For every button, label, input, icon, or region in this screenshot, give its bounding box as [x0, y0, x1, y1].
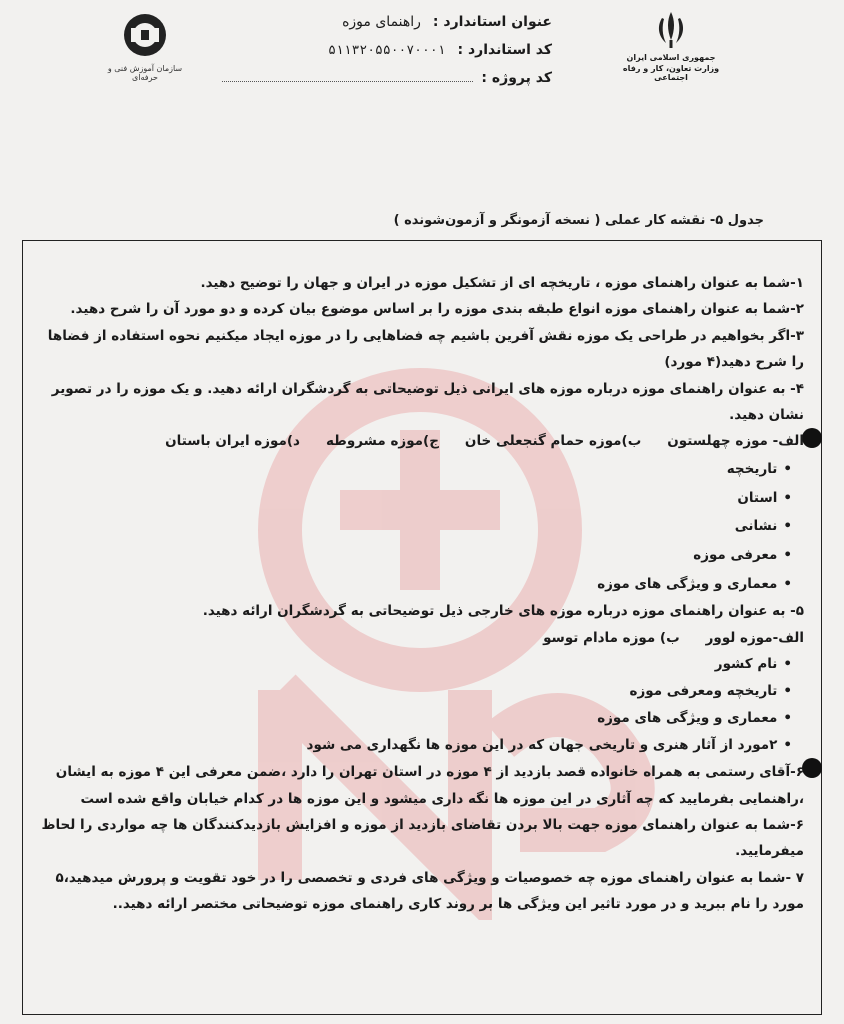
list-item: • استان — [38, 484, 792, 513]
question-1: ۱-شما به عنوان راهنمای موزه ، تاریخچه ای از تشکیل موزه در ایران و جهان را توضیح دهید. — [200, 275, 804, 291]
q4-option: ج)موزه مشروطه — [325, 433, 439, 450]
question-7: ۷ -شما به عنوان راهنمای موزه چه خصوصیات و ویژگی های فردی و تخصصی را در خود تقویت و پرورش میدهید،۵ مورد را نام ببرید و در مورد تاثیر این ویژگی ها بر روند کاری راهنمای موزه توضیحاتی مختصر ارائه دهید.. — [55, 869, 804, 913]
organization-logo — [100, 12, 190, 82]
q5-option: الف-موزه لوور — [705, 629, 804, 646]
project-code-label: کد پروژه : — [481, 70, 552, 86]
list-item: • تاریخچه — [38, 455, 792, 484]
ministry-logo — [616, 10, 726, 82]
standard-title-row — [222, 14, 552, 42]
q4-option: الف- موزه چهلستون — [667, 433, 804, 450]
list-item: • نشانی — [38, 512, 792, 541]
ministry-line2: وزارت تعاون، کار و رفاه اجتماعی — [622, 64, 720, 82]
question-5-options — [38, 625, 804, 651]
project-code-row — [222, 70, 552, 98]
list-item: • معماری و ویژگی های موزه — [38, 705, 792, 732]
q4-option: ب)موزه حمام گنجعلی خان — [464, 433, 642, 450]
standard-code-label: کد استاندارد : — [457, 42, 552, 58]
table-title: جدول ۵- نقشه کار عملی ( نسخه آزمونگر و آزمون‌شونده ) — [393, 213, 764, 228]
list-item: • ۲مورد از آثار هنری و تاریخی جهان که در این موزه ها نگهداری می شود — [38, 732, 792, 759]
question-4-options — [38, 428, 804, 454]
q4-option: د)موزه ایران باستان — [165, 433, 300, 450]
q5-option: ب) موزه مادام توسو — [543, 629, 680, 646]
question-5: ۵- به عنوان راهنمای موزه درباره موزه های خارجی ذیل توضیحاتی به گردشگران ارائه دهید. — [202, 603, 804, 620]
standard-title-value: راهنمای موزه — [342, 14, 421, 30]
standard-code-value: ۵۱۱۳۲۰۵۵۰۰۷۰۰۰۱ — [328, 43, 446, 58]
question-4-bullets — [38, 455, 792, 599]
iran-emblem-icon — [654, 10, 688, 50]
project-code-blank — [222, 70, 473, 82]
list-item: • معماری و ویژگی های موزه — [38, 570, 792, 599]
tvto-logo-icon — [121, 12, 169, 58]
standard-title-label: عنوان استاندارد : — [432, 14, 552, 30]
standard-code-row — [222, 42, 552, 70]
question-6a: ۶-آقای رستمی به همراه خانواده قصد بازدید از ۴ موزه در استان تهران را دارد ،ضمن معرفی این ۴ موزه به ایشان ،راهنمایی بفرمایید که چه آثاری در این موزه ها نگه داری میشود و این موزه ها در کدام خیابان واقع شده است — [55, 764, 804, 807]
list-item: • نام کشور — [38, 651, 792, 678]
standard-info — [222, 14, 552, 98]
questions-list — [38, 270, 804, 918]
list-item: • معرفی موزه — [38, 541, 792, 570]
question-3: ۳-اگر بخواهیم در طراحی یک موزه نقش آفرین باشیم چه فضاهایی را در موزه ایجاد میکنیم نحوه استفاده از فضاها را شرح دهید(۴ مورد) — [47, 327, 804, 371]
ministry-line1: جمهوری اسلامی ایران — [626, 53, 716, 62]
question-2: ۲-شما به عنوان راهنمای موزه انواع طبقه بندی موزه را بر اساس موضوع بیان کرده و دو مورد آن را شرح دهید. — [70, 301, 804, 318]
question-4: ۴- به عنوان راهنمای موزه درباره موزه های ایرانی ذیل توضیحاتی به گردشگران ارائه دهید. و یک موزه را در تصویر نشان دهید. — [51, 380, 804, 424]
organization-caption: سازمان آموزش فنی و حرفه‌ای — [107, 64, 183, 82]
punch-hole — [802, 758, 822, 778]
question-5-bullets — [38, 651, 792, 759]
punch-hole — [802, 428, 822, 448]
question-6b: ۶-شما به عنوان راهنمای موزه جهت بالا بردن تقاضای بازدید از موزه و افزایش بازدیدکنندگان ها چه مواردی را لحاظ میفرمایید. — [41, 816, 804, 860]
list-item: • تاریخچه ومعرفی موزه — [38, 678, 792, 705]
